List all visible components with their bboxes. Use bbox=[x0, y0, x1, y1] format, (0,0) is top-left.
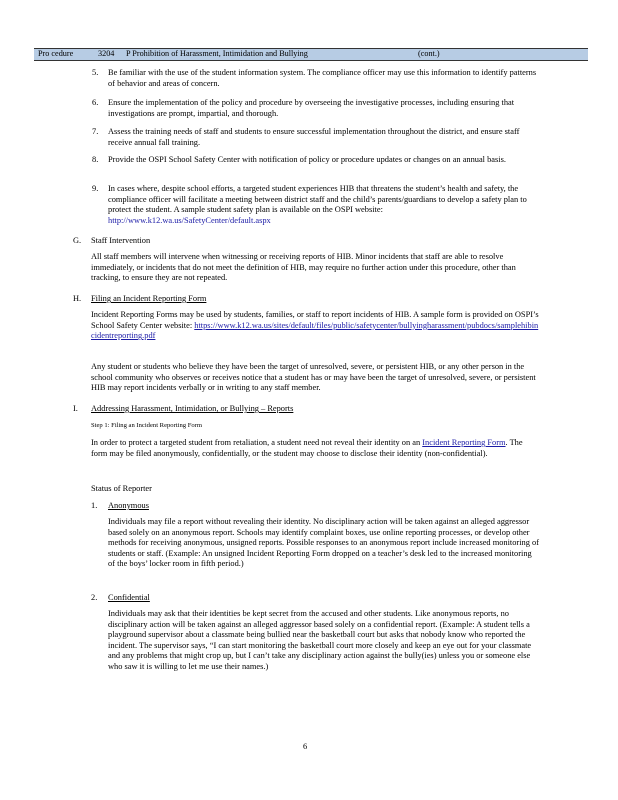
sub-body: Individuals may file a report without revealing their identity. No disciplinary action will be taken against an alleged aggressor based solely on an anonymous report. Schools may identify complaint boxes, use online reporting processes, or develop other methods for receiving anonymous, unsigned reports. Possible responses to an anonymous report include increased monitoring of students or staff. (Example: An unsigned Incident Reporting Form dropped on a teacher’s desk led to the increased monitoring of the boys’ locker room in fifth period.) bbox=[108, 517, 539, 569]
status-heading: Status of Reporter bbox=[91, 484, 152, 493]
item-number: 7. bbox=[92, 127, 99, 136]
item-text: Assess the training needs of staff and students to ensure successful implementation throughout the district, and ensure staff receive annual fall training. bbox=[108, 127, 520, 147]
section-title: Filing an Incident Reporting Form bbox=[91, 294, 207, 303]
section-body: Any student or students who believe they have been the target of unresolved, severe, or persistent HIB, or any other person in the school community who observes or receives notice that a student has or may have been the target of unresolved, severe, or persistent HIB may report incidents verbally or in writing to any staff member. bbox=[91, 362, 536, 393]
page-header bbox=[34, 48, 588, 61]
sub-body: Individuals may ask that their identities be kept secret from the accused and other students. Like anonymous reports, no disciplinary action will be taken against an alleged aggressor based solely on a confidential report. (Example: A student tells a playground supervisor about a classmate being bullied near the basketball court but asks that nobody know who reported the incident. The supervisor says, “I can start monitoring the basketball court more closely and keep an eye out for your classmate and any problems that might crop up, but I can’t take any disciplinary action against the bully(ies) unless you or someone else who saw it is willing to let me use their names.) bbox=[108, 609, 532, 671]
section-body: All staff members will intervene when witnessing or receiving reports of HIB. Minor incidents that staff are able to resolve immediately, or incidents that do not meet the definition of HIB, may require no further action under this procedure, other than tracking, to ensure they are not repeated. bbox=[91, 252, 516, 283]
sub-title: Anonymous bbox=[108, 501, 149, 510]
item-paragraph bbox=[108, 184, 538, 226]
body-text: Incident Reporting Forms may be used by students, families, or staff to report incidents of HIB. A sample form is provided on OSPI’s School Safety Center website: bbox=[91, 310, 539, 330]
step-heading: Step 1: Filing an Incident Reporting Form bbox=[91, 422, 202, 429]
section-letter: I. bbox=[73, 404, 78, 413]
incident-form-link[interactable]: Incident Reporting Form bbox=[422, 438, 506, 447]
item-text: Be familiar with the use of the student information system. The compliance officer may use this information to identify patterns of behavior and areas of concern. bbox=[108, 68, 537, 88]
section-body bbox=[91, 438, 539, 459]
item-number: 9. bbox=[92, 184, 99, 193]
section-body bbox=[91, 310, 539, 342]
header-section: Pro cedure bbox=[38, 49, 74, 58]
section-letter: G. bbox=[73, 236, 82, 245]
sub-number: 1. bbox=[91, 501, 98, 510]
sample-form-link[interactable]: https://www.k12.wa.us/sites/default/files/public/safetycenter/bullyingharassment/pubdocs/samplehibincidentreporting.pdf bbox=[91, 320, 539, 341]
item-text: Ensure the implementation of the policy and procedure by overseeing the investigative processes, including ensuring that investigations are prompt, impartial, and thorough. bbox=[108, 98, 515, 118]
sub-title: Confidential bbox=[108, 593, 150, 602]
item-number: 5. bbox=[92, 68, 99, 77]
item-text: Provide the OSPI School Safety Center with notification of policy or procedure updates or changes on an annual basis. bbox=[108, 155, 506, 164]
item-text: In cases where, despite school efforts, a targeted student experiences HIB that threatens the student’s health and safety, the compliance officer will facilitate a meeting between district staff and the child’s parents/guardians to develop a safety plan to protect the student. A sample student safety plan is available on the OSPI website: bbox=[108, 184, 527, 215]
body-text: In order to protect a targeted student from retaliation, a student need not reveal their identity on an bbox=[91, 438, 421, 447]
body-text: . The form may be filed anonymously, confidentially, or the student may choose to disclose their identity (non-confidential). bbox=[91, 438, 523, 458]
header-cont: (cont.) bbox=[418, 49, 440, 58]
section-title: Staff Intervention bbox=[91, 236, 151, 245]
section-letter: H. bbox=[73, 294, 82, 303]
item-number: 6. bbox=[92, 98, 99, 107]
item-number: 8. bbox=[92, 155, 99, 164]
section-title: Addressing Harassment, Intimidation, or Bullying – Reports bbox=[91, 404, 294, 413]
sub-number: 2. bbox=[91, 593, 98, 602]
header-number: 3204 bbox=[98, 49, 115, 58]
header-policy: P Prohibition of Harassment, Intimidation and Bullying bbox=[126, 49, 308, 58]
safety-center-link[interactable]: http://www.k12.wa.us/SafetyCenter/default.aspx bbox=[108, 215, 271, 225]
page-number: 6 bbox=[303, 742, 308, 751]
